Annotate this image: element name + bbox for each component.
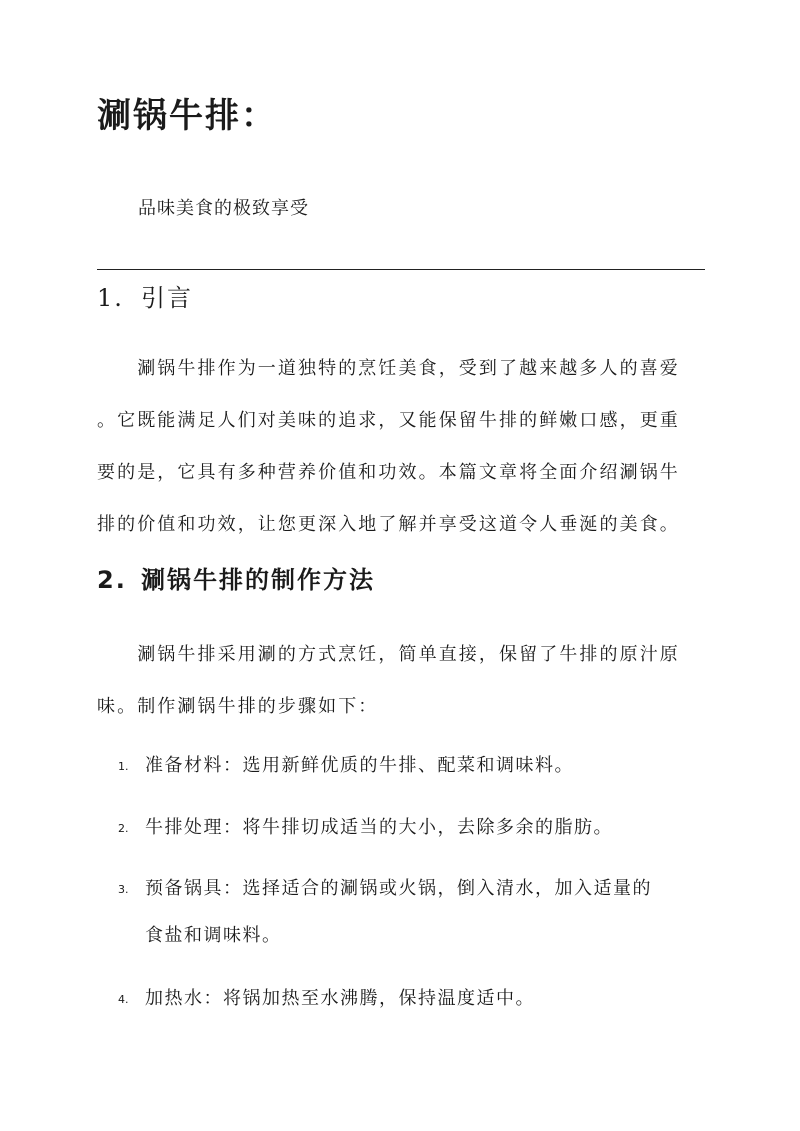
step-text: 牛排处理：将牛排切成适当的大小，去除多余的脂肪。: [145, 817, 613, 838]
intro-paragraph: [97, 350, 707, 543]
section-title: 涮锅牛排的制作方法: [141, 566, 375, 594]
step-number: 2.: [118, 822, 129, 835]
section-number: 2.: [97, 566, 127, 594]
step-item: [118, 815, 613, 842]
step-text-continued: 食盐和调味料。: [145, 925, 282, 946]
step-item: [118, 753, 574, 780]
step-text: 准备材料：选用新鲜优质的牛排、配菜和调味料。: [145, 755, 574, 776]
section-heading-method: [97, 564, 375, 596]
step-number: 4.: [118, 993, 129, 1006]
section-number: 1.: [97, 284, 124, 312]
step-text: 加热水：将锅加热至水沸腾，保持温度适中。: [145, 988, 535, 1009]
paragraph-line: 涮锅牛排作为一道独特的烹饪美食，受到了越来越多人的喜爱: [97, 358, 680, 379]
paragraph-line: 。它既能满足人们对美味的追求，又能保留牛排的鲜嫩口感，更重: [97, 410, 680, 431]
step-item: [118, 986, 535, 1013]
divider-rule: [97, 269, 705, 270]
method-paragraph: [97, 636, 707, 725]
step-number: 1.: [118, 760, 129, 773]
step-number: 3.: [118, 883, 129, 896]
document-subtitle: 品味美食的极致享受: [138, 198, 309, 219]
paragraph-line: 涮锅牛排采用涮的方式烹饪，简单直接，保留了牛排的原汁原: [97, 644, 680, 665]
step-item: [118, 876, 652, 949]
paragraph-line: 排的价值和功效，让您更深入地了解并享受这道令人垂涎的美食。: [97, 514, 680, 535]
step-text: 预备锅具：选择适合的涮锅或火锅，倒入清水，加入适量的: [145, 878, 652, 899]
paragraph-line: 要的是，它具有多种营养价值和功效。本篇文章将全面介绍涮锅牛: [97, 462, 680, 483]
document-title: 涮锅牛排：: [97, 96, 277, 136]
section-title: 引言: [141, 284, 193, 312]
section-heading-intro: [97, 282, 193, 314]
paragraph-line: 味。制作涮锅牛排的步骤如下：: [97, 696, 379, 717]
